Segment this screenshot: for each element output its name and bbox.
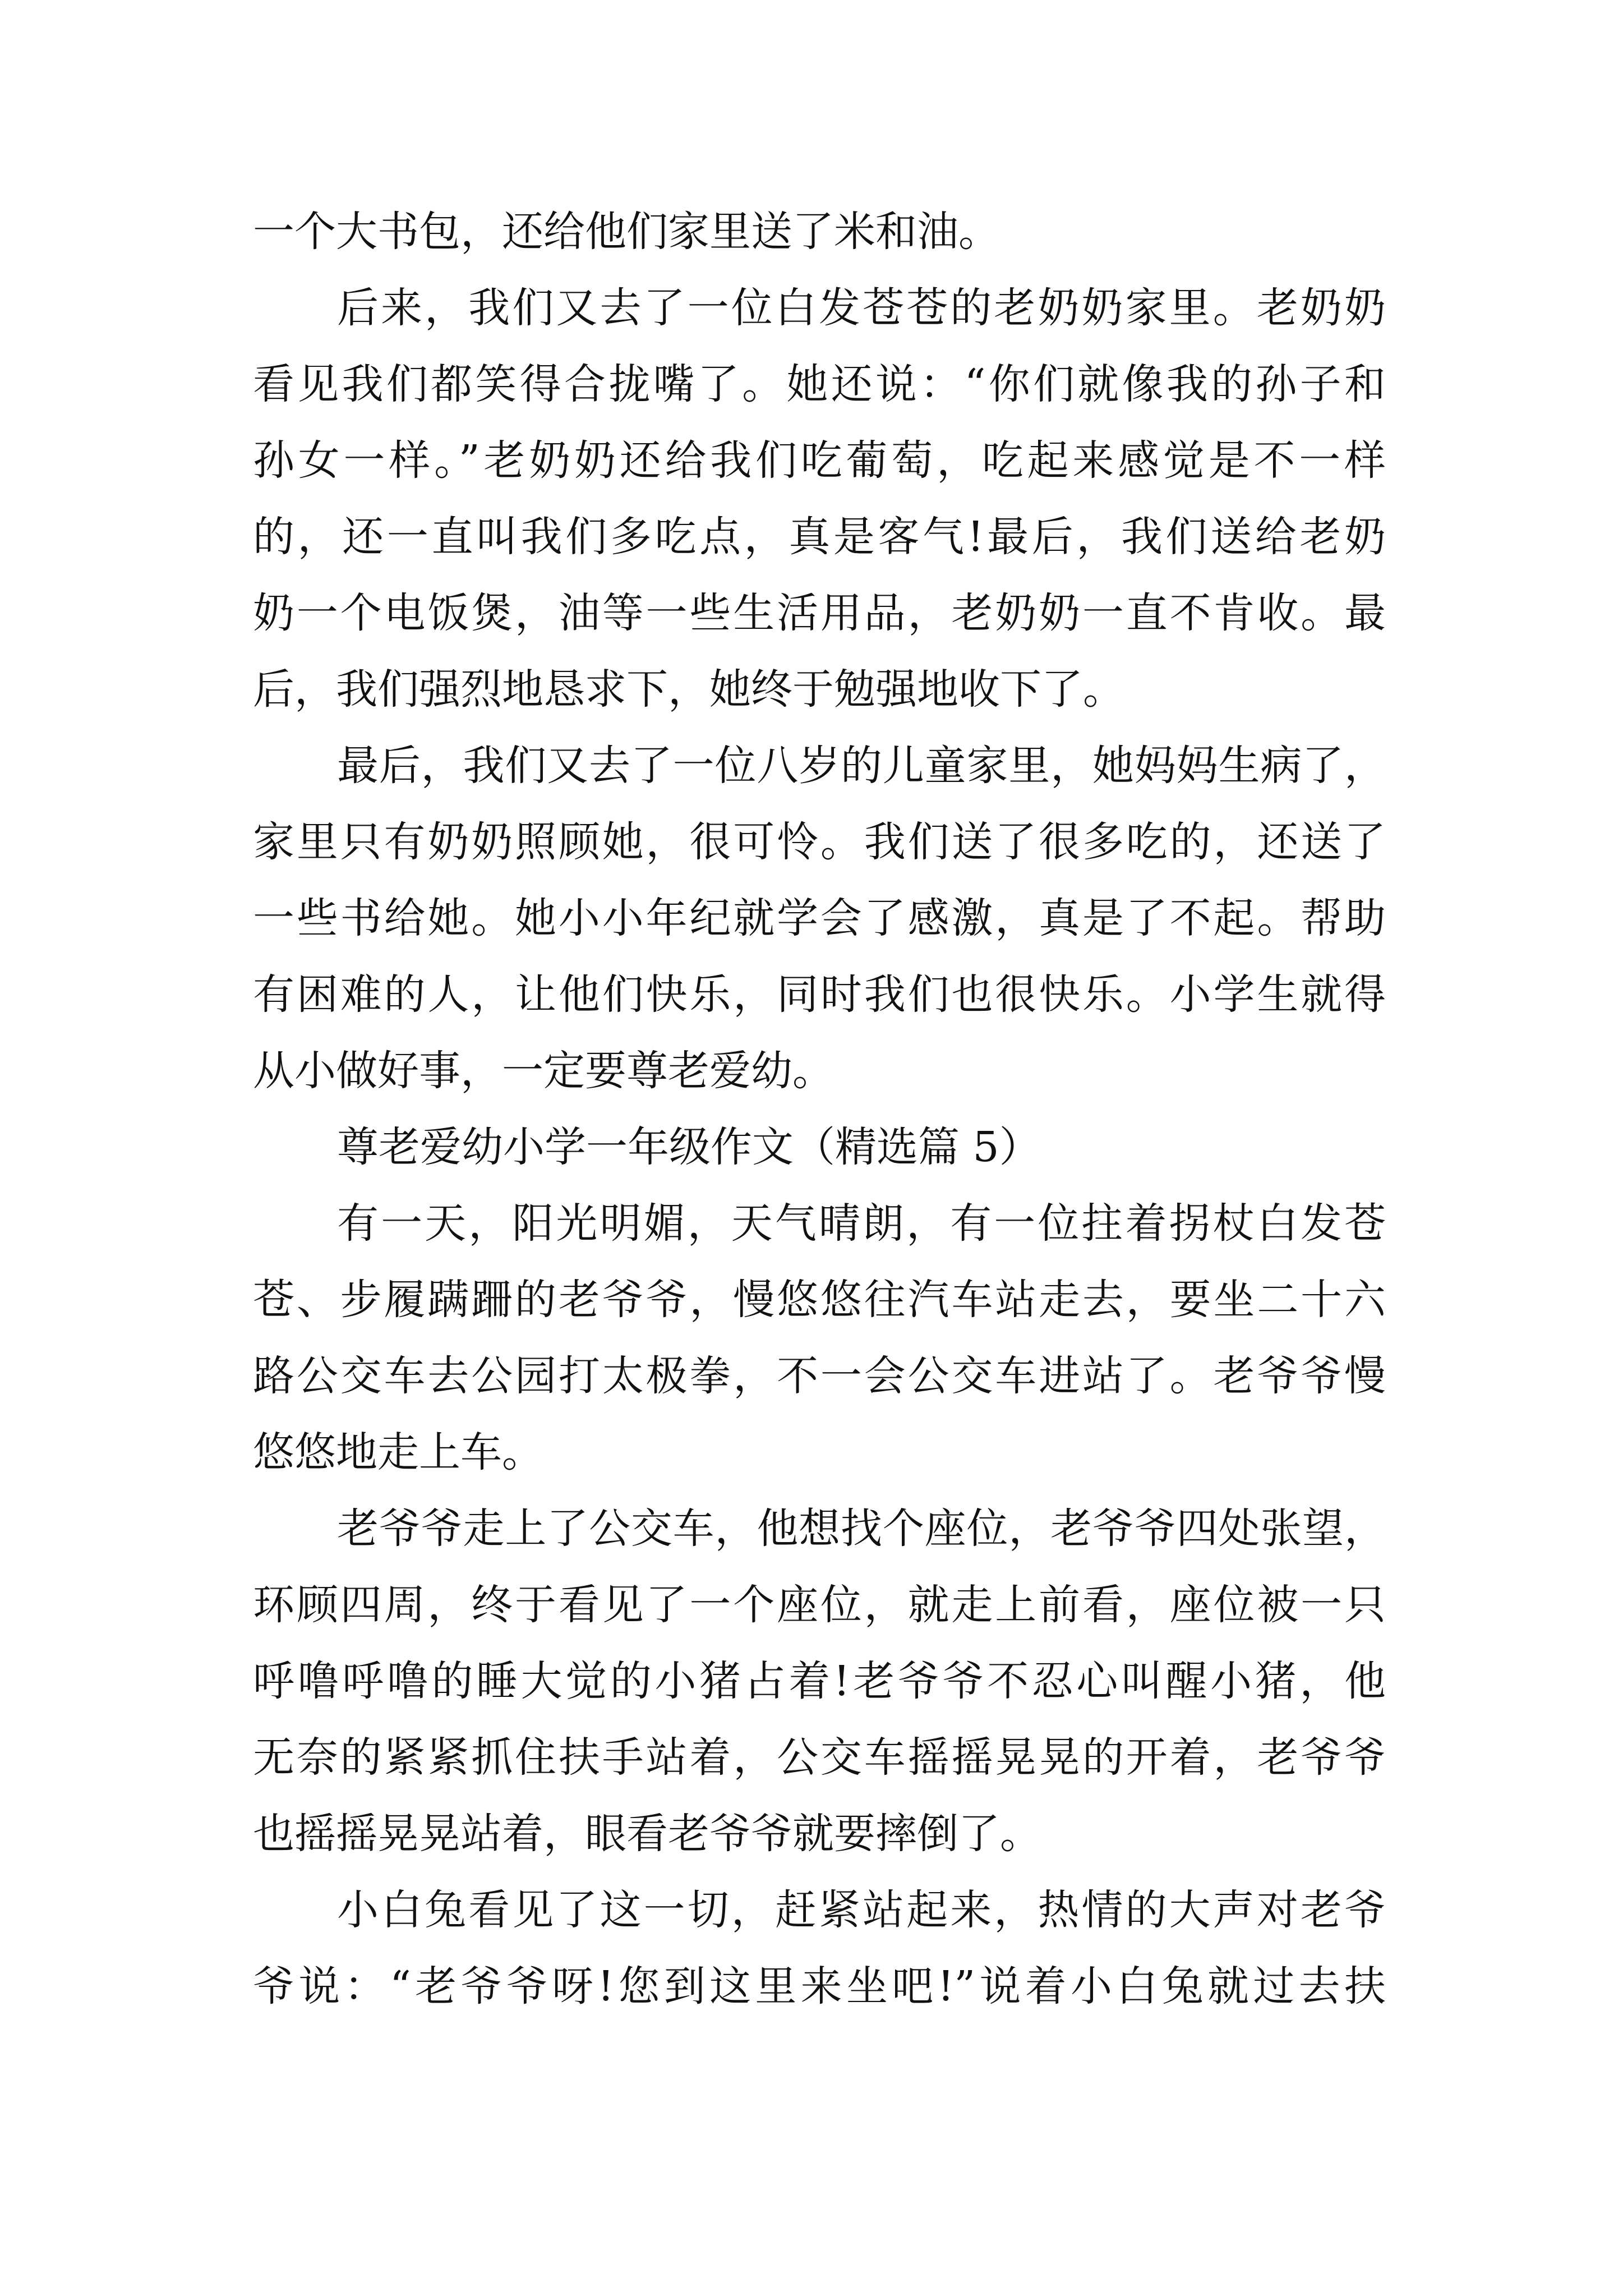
- section-title: 尊老爱幼小学一年级作文（精选篇 5）: [337, 1123, 1041, 1171]
- text-line: 家里只有奶奶照顾她，很可怜。我们送了很多吃的，还送了: [253, 818, 1386, 866]
- text-line: 有困难的人，让他们快乐，同时我们也很快乐。小学生就得: [253, 970, 1386, 1019]
- text-line: 也摇摇晃晃站着，眼看老爷爷就要摔倒了。: [253, 1810, 1041, 1858]
- text-line: 老爷爷走上了公交车，他想找个座位，老爷爷四处张望，: [337, 1504, 1386, 1553]
- text-line: 最后，我们又去了一位八岁的儿童家里，她妈妈生病了，: [337, 742, 1386, 790]
- text-line: 无奈的紧紧抓住扶手站着，公交车摇摇晃晃的开着，老爷爷: [253, 1733, 1386, 1782]
- text-line: 奶一个电饭煲，油等一些生活用品，老奶奶一直不肯收。最: [253, 589, 1386, 637]
- text-line: 环顾四周，终于看见了一个座位，就走上前看，座位被一只: [253, 1581, 1386, 1629]
- text-line: 孙女一样。”老奶奶还给我们吃葡萄，吃起来感觉是不一样: [253, 436, 1386, 485]
- text-line: 呼噜呼噜的睡大觉的小猪占着!老爷爷不忍心叫醒小猪，他: [253, 1657, 1386, 1705]
- text-line: 小白兔看见了这一切，赶紧站起来，热情的大声对老爷: [337, 1886, 1386, 1934]
- text-line: 的，还一直叫我们多吃点，真是客气!最后，我们送给老奶: [253, 513, 1386, 561]
- text-line: 后来，我们又去了一位白发苍苍的老奶奶家里。老奶奶: [337, 284, 1386, 332]
- text-line: 有一天，阳光明媚，天气晴朗，有一位拄着拐杖白发苍: [337, 1199, 1386, 1248]
- text-line: 苍、步履蹒跚的老爷爷，慢悠悠往汽车站走去，要坐二十六: [253, 1276, 1386, 1324]
- text-line: 悠悠地走上车。: [253, 1428, 543, 1476]
- text-line: 从小做好事，一定要尊老爱幼。: [253, 1047, 834, 1095]
- text-line: 路公交车去公园打太极拳，不一会公交车进站了。老爷爷慢: [253, 1352, 1386, 1400]
- text-line: 看见我们都笑得合拢嘴了。她还说：“你们就像我的孙子和: [253, 360, 1386, 408]
- text-line: 一些书给她。她小小年纪就学会了感激，真是了不起。帮助: [253, 894, 1386, 942]
- text-line: 后，我们强烈地恳求下，她终于勉强地收下了。: [253, 665, 1124, 714]
- text-line: 爷说：“老爷爷呀!您到这里来坐吧!”说着小白兔就过去扶: [253, 1962, 1386, 2010]
- text-line: 一个大书包，还给他们家里送了米和油。: [253, 208, 1000, 256]
